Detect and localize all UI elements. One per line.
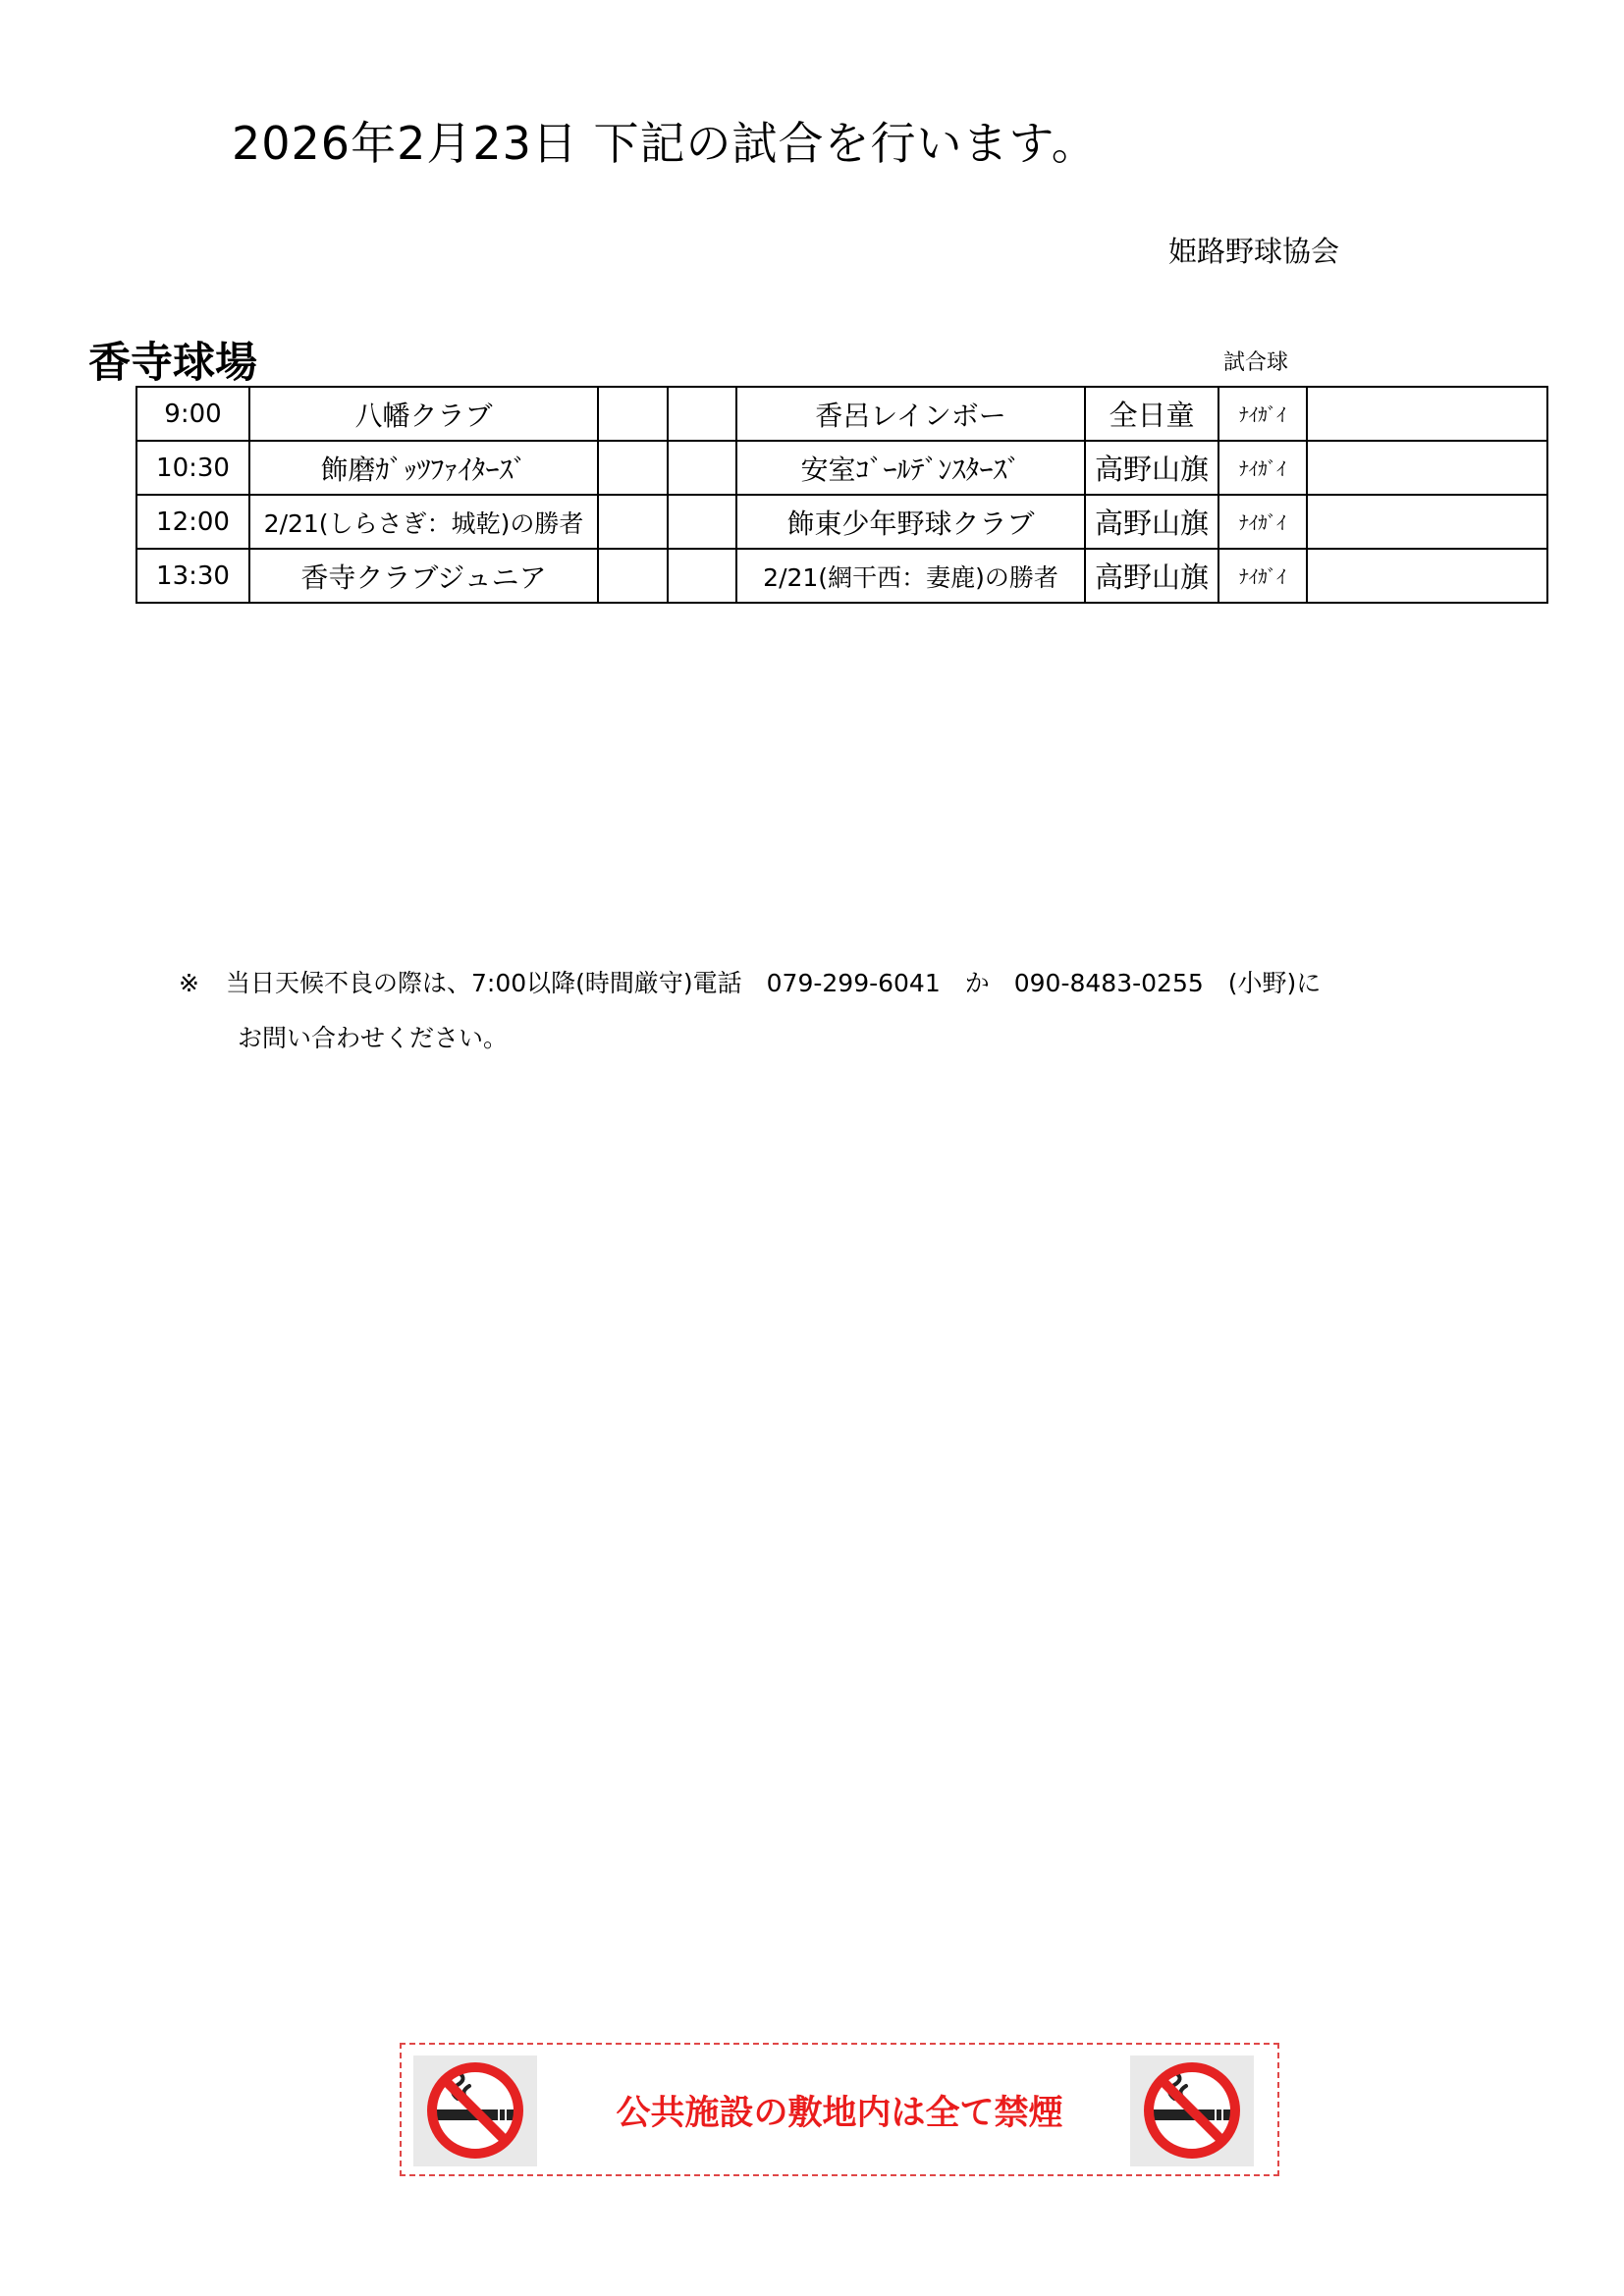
away-team: 香呂レインボー xyxy=(736,387,1085,441)
game-time: 12:00 xyxy=(136,495,249,549)
table-row xyxy=(136,441,1547,495)
ball-column-label: 試合球 xyxy=(1223,350,1289,375)
tournament-name: 高野山旗 xyxy=(1085,495,1218,549)
ball-type: ﾅｲｶﾞｲ xyxy=(1218,441,1307,495)
home-team: 八幡クラブ xyxy=(249,387,598,441)
game-note xyxy=(1307,495,1547,549)
table-row xyxy=(136,495,1547,549)
game-time: 10:30 xyxy=(136,441,249,495)
home-team: 2/21(しらさぎ：城乾)の勝者 xyxy=(249,495,598,549)
home-score xyxy=(598,549,668,603)
away-score xyxy=(668,495,736,549)
away-team: 飾東少年野球クラブ xyxy=(736,495,1085,549)
ball-type: ﾅｲｶﾞｲ xyxy=(1218,387,1307,441)
home-team: 飾磨ｶﾞｯﾂﾌｧｲﾀｰｽﾞ xyxy=(249,441,598,495)
game-note xyxy=(1307,387,1547,441)
notice-line-2 xyxy=(179,1011,1321,1066)
notice-mark: ※ xyxy=(179,969,199,997)
table-row xyxy=(136,549,1547,603)
game-time: 13:30 xyxy=(136,549,249,603)
weather-notice xyxy=(179,956,1321,1066)
game-time: 9:00 xyxy=(136,387,249,441)
notice-text-2: お問い合わせください。 xyxy=(238,1024,509,1052)
notice-text-1: 当日天候不良の際は、7:00以降(時間厳守)電話 079-299-6041 か 090-8483-0255 (小野)に xyxy=(226,969,1322,997)
organizer-name: 姫路野球協会 xyxy=(1168,235,1340,268)
away-score xyxy=(668,387,736,441)
game-note xyxy=(1307,441,1547,495)
notice-line-1 xyxy=(179,956,1321,1011)
no-smoking-banner xyxy=(400,2043,1279,2176)
ball-type: ﾅｲｶﾞｲ xyxy=(1218,549,1307,603)
tournament-name: 全日童 xyxy=(1085,387,1218,441)
home-score xyxy=(598,441,668,495)
tournament-name: 高野山旗 xyxy=(1085,549,1218,603)
venue-name: 香寺球場 xyxy=(88,339,257,388)
home-team: 香寺クラブジュニア xyxy=(249,549,598,603)
no-smoking-icon xyxy=(1130,2056,1254,2166)
no-smoking-text: 公共施設の敷地内は全て禁煙 xyxy=(616,2094,1063,2133)
home-score xyxy=(598,495,668,549)
away-team: 安室ｺﾞｰﾙﾃﾞﾝｽﾀｰｽﾞ xyxy=(736,441,1085,495)
away-team: 2/21(網干西：妻鹿)の勝者 xyxy=(736,549,1085,603)
table-row xyxy=(136,387,1547,441)
ball-type: ﾅｲｶﾞｲ xyxy=(1218,495,1307,549)
tournament-name: 高野山旗 xyxy=(1085,441,1218,495)
away-score xyxy=(668,441,736,495)
away-score xyxy=(668,549,736,603)
home-score xyxy=(598,387,668,441)
game-note xyxy=(1307,549,1547,603)
page-title: 2026年2月23日 下記の試合を行います。 xyxy=(232,117,1098,170)
game-schedule-table xyxy=(135,386,1548,604)
